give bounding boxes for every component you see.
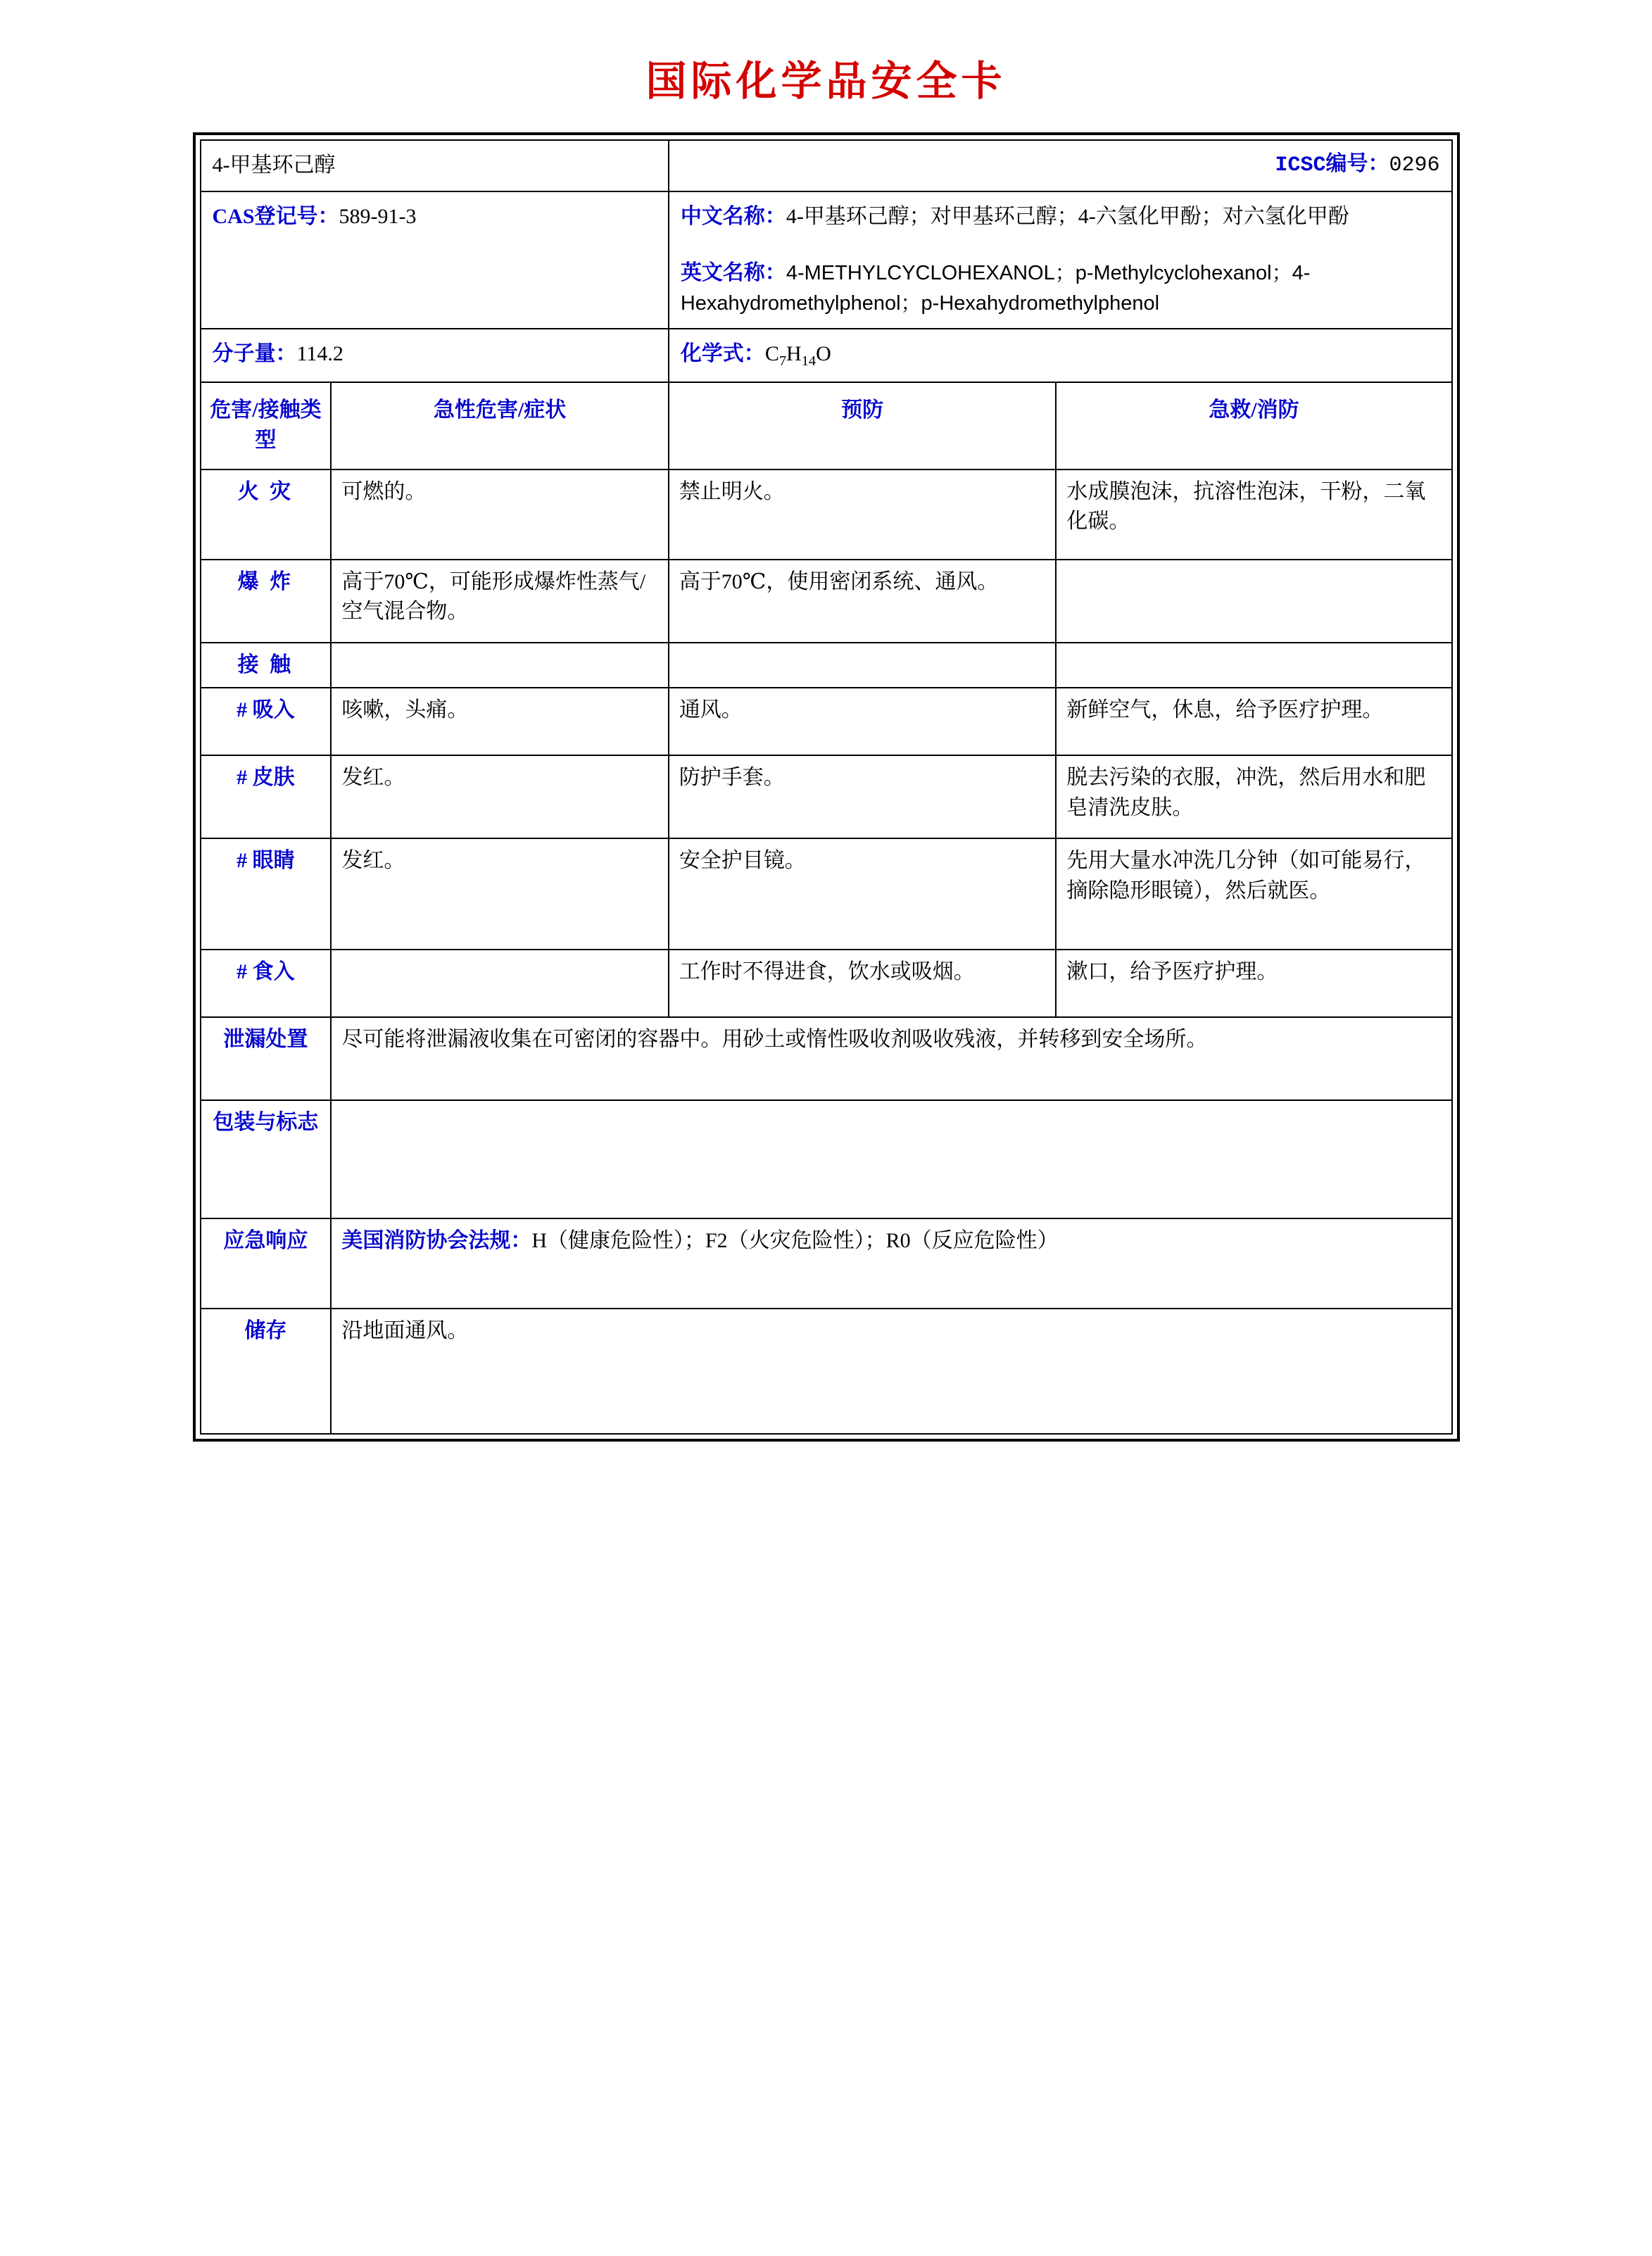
col-header-first-aid: 急救/消防 xyxy=(1056,382,1451,469)
section-row xyxy=(201,1017,1452,1100)
icsc-table xyxy=(200,139,1453,1435)
cell-inhalation-prevention: 通风。 xyxy=(669,688,1057,755)
nfpa-label: 美国消防协会法规： xyxy=(341,1229,532,1253)
section-row xyxy=(201,1309,1452,1434)
cell-explosion-prevention: 高于70℃，使用密闭系统、通风。 xyxy=(669,560,1057,643)
cell-ingestion-prevention: 工作时不得进食，饮水或吸烟。 xyxy=(669,950,1057,1017)
formula-c-sub: 7 xyxy=(778,353,787,370)
row-label-skin: # 皮肤 xyxy=(201,755,332,838)
cell-skin-prevention: 防护手套。 xyxy=(669,755,1057,838)
section-label-packaging: 包装与标志 xyxy=(201,1100,332,1218)
cell-explosion-acute: 高于70℃，可能形成爆炸性蒸气/空气混合物。 xyxy=(331,560,668,643)
mw-value: 114.2 xyxy=(296,342,343,366)
row-label-explosion: 爆 炸 xyxy=(201,560,332,643)
table-row xyxy=(201,688,1452,755)
cell-contact-first-aid xyxy=(1056,643,1451,688)
col-header-hazard-type: 危害/接触类型 xyxy=(201,382,332,469)
section-content-spill: 尽可能将泄漏液收集在可密闭的容器中。用砂土或惰性吸收剂吸收残液，并转移到安全场所。 xyxy=(331,1017,1451,1100)
page-title: 国际化学品安全卡 xyxy=(645,57,1007,105)
cell-skin-first-aid: 脱去污染的衣服，冲洗，然后用水和肥皂清洗皮肤。 xyxy=(1056,755,1451,838)
cell-eyes-first-aid: 先用大量水冲洗几分钟（如可能易行，摘除隐形眼镜），然后就医。 xyxy=(1056,838,1451,950)
section-label-storage: 储存 xyxy=(201,1309,332,1434)
en-names-label: 英文名称： xyxy=(680,261,786,285)
section-content-emergency xyxy=(331,1218,1451,1309)
formula-h: H xyxy=(786,342,802,366)
cell-inhalation-first-aid: 新鲜空气，休息，给予医疗护理。 xyxy=(1056,688,1451,755)
table-row xyxy=(201,755,1452,838)
cn-names-label: 中文名称： xyxy=(680,204,786,228)
section-content-packaging xyxy=(331,1100,1451,1218)
icsc-label: ICSC编号： xyxy=(1275,153,1389,177)
mw-label: 分子量： xyxy=(212,342,297,366)
table-row xyxy=(201,643,1452,688)
icsc-number: 0296 xyxy=(1389,153,1440,177)
substance-name: 4-甲基环己醇 xyxy=(201,140,669,191)
cell-explosion-first-aid xyxy=(1056,560,1451,643)
table-row xyxy=(201,950,1452,1017)
cell-eyes-prevention: 安全护目镜。 xyxy=(669,838,1057,950)
identification-row xyxy=(201,191,1452,329)
row-label-fire: 火 灾 xyxy=(201,470,332,560)
row-label-inhalation: # 吸入 xyxy=(201,688,332,755)
section-content-storage: 沿地面通风。 xyxy=(331,1309,1451,1434)
cell-inhalation-acute: 咳嗽，头痛。 xyxy=(331,688,668,755)
formula-row xyxy=(201,329,1452,382)
icsc-card xyxy=(193,132,1460,1442)
cn-names-block xyxy=(681,202,1440,232)
row-label-contact: 接 触 xyxy=(201,643,332,688)
table-row xyxy=(201,470,1452,560)
nfpa-value: H（健康危险性）；F2（火灾危险性）；R0（反应危险性） xyxy=(531,1229,1059,1253)
en-names-value: 4-METHYLCYCLOHEXANOL；p-Methylcyclohexanol；4-Hexahydromethylphenol；p-Hexahydromethylphenol xyxy=(680,262,1311,315)
cell-ingestion-acute xyxy=(331,950,668,1017)
cas-value: 589-91-3 xyxy=(339,204,417,228)
header-row xyxy=(201,140,1452,191)
cell-fire-prevention: 禁止明火。 xyxy=(669,470,1057,560)
cell-contact-prevention xyxy=(669,643,1057,688)
formula-cell xyxy=(669,329,1452,382)
cell-fire-first-aid: 水成膜泡沫，抗溶性泡沫，干粉，二氧化碳。 xyxy=(1056,470,1451,560)
cas-cell xyxy=(201,191,669,329)
table-row xyxy=(201,838,1452,950)
row-label-eyes: # 眼睛 xyxy=(201,838,332,950)
row-label-ingestion: # 食入 xyxy=(201,950,332,1017)
cell-eyes-acute: 发红。 xyxy=(331,838,668,950)
cell-fire-acute: 可燃的。 xyxy=(331,470,668,560)
formula-c: C xyxy=(764,342,779,366)
section-label-spill: 泄漏处置 xyxy=(201,1017,332,1100)
col-header-acute: 急性危害/症状 xyxy=(331,382,668,469)
formula-h-sub: 14 xyxy=(801,353,816,370)
cell-skin-acute: 发红。 xyxy=(331,755,668,838)
names-cell xyxy=(669,191,1452,329)
cell-contact-acute xyxy=(331,643,668,688)
column-header-row xyxy=(201,382,1452,469)
cn-names-value: 4-甲基环己醇；对甲基环己醇；4-六氢化甲酚；对六氢化甲酚 xyxy=(786,204,1349,228)
icsc-number-cell xyxy=(669,140,1452,191)
col-header-prevention: 预防 xyxy=(669,382,1057,469)
cas-label: CAS登记号： xyxy=(212,204,339,228)
cell-ingestion-first-aid: 漱口，给予医疗护理。 xyxy=(1056,950,1451,1017)
table-row xyxy=(201,560,1452,643)
en-names-block xyxy=(681,258,1440,318)
formula-o: O xyxy=(816,342,831,366)
section-row xyxy=(201,1218,1452,1309)
formula-label: 化学式： xyxy=(680,342,765,366)
molecular-weight-cell xyxy=(201,329,669,382)
section-row xyxy=(201,1100,1452,1218)
section-label-emergency: 应急响应 xyxy=(201,1218,332,1309)
